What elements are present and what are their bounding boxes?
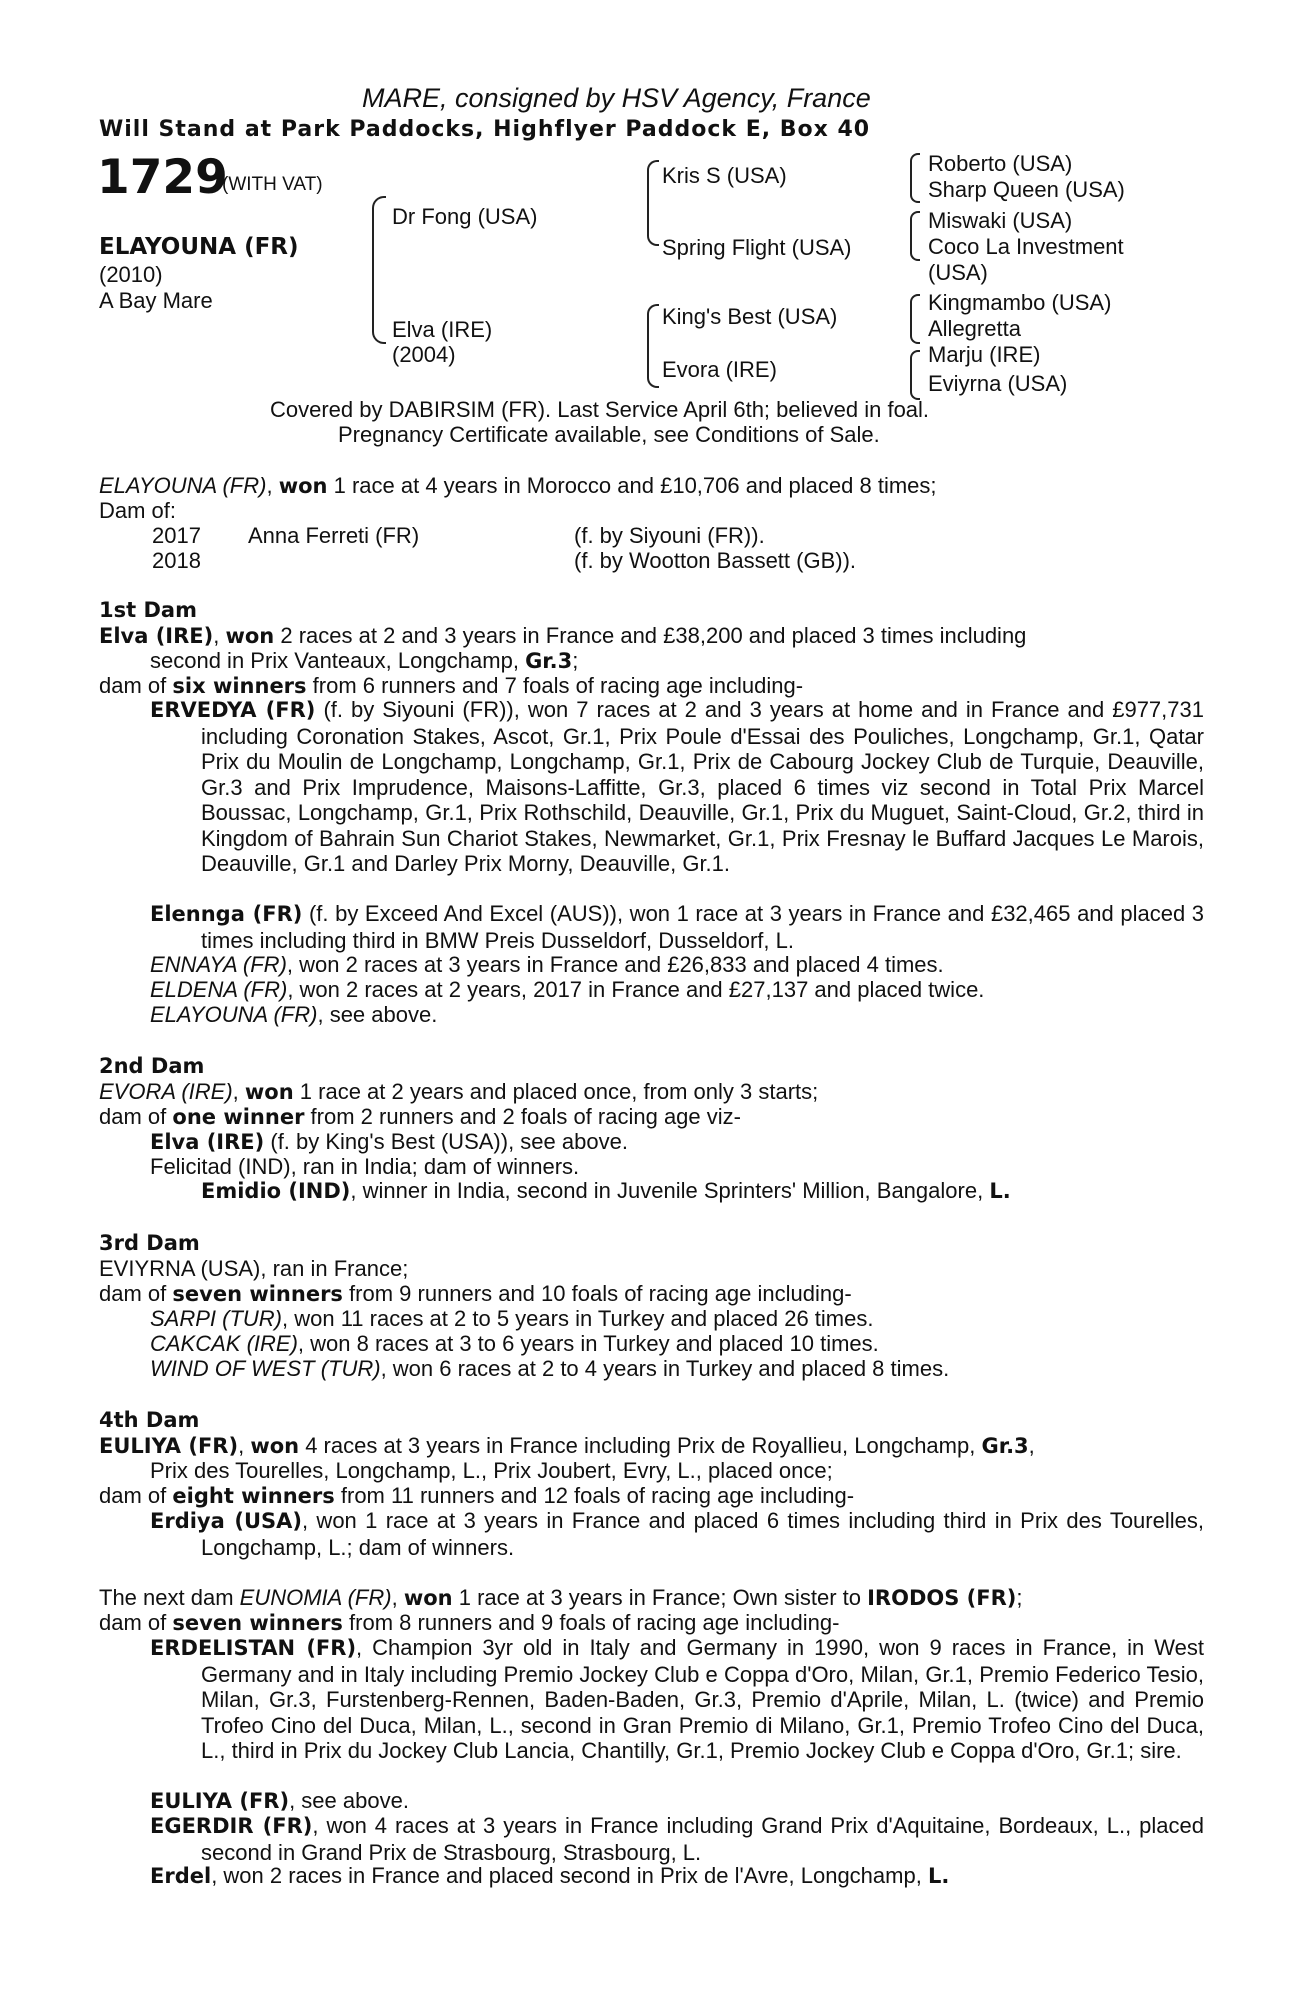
pedigree-dsd: Allegretta: [928, 316, 1021, 341]
dam-of-text: dam of: [99, 1281, 167, 1306]
produce-year: 2017: [152, 523, 201, 548]
pedigree-brace-sire: [647, 160, 659, 246]
pedigree-sdd-country: (USA): [928, 260, 988, 285]
next-dam-name: EUNOMIA (FR): [239, 1585, 392, 1610]
erdelistan-name: ERDELISTAN (FR): [150, 1636, 357, 1660]
emidio-entry: [201, 1178, 1011, 1205]
elennga-name: Elennga (FR): [150, 902, 303, 926]
consignor-line: MARE, consigned by HSV Agency, France: [362, 83, 871, 113]
third-dam-line1: EVIYRNA (USA), ran in France;: [99, 1256, 409, 1281]
elva-entry: [150, 1129, 628, 1156]
won-text: won: [278, 474, 328, 498]
elva-name: Elva (IRE): [150, 1130, 265, 1154]
won-text: won: [225, 624, 275, 648]
second-dam-line1: EVORA (IRE), won 1 race at 2 years and placed once, from only 3 starts;: [99, 1079, 819, 1104]
first-dam-line2: [150, 648, 578, 675]
first-dam-line1: Elva (IRE), won 2 races at 2 and 3 years in France and £38,200 and placed 3 times including: [99, 623, 1027, 648]
elayouna-name: ELAYOUNA (FR): [150, 1002, 318, 1027]
listed-badge: L.: [989, 1179, 1011, 1203]
second-dam-heading: 2nd Dam: [99, 1054, 205, 1078]
runners-text: from 2 runners and 2 foals of racing age viz-: [304, 1104, 741, 1129]
elva-text: (f. by King's Best (USA)), see above.: [264, 1129, 628, 1154]
dam-of-text: dam of: [99, 673, 167, 698]
next-dam-produce-line: [99, 1610, 839, 1637]
dam-of-text: dam of: [99, 1483, 167, 1508]
lot-vat-label: (WITH VAT): [222, 174, 323, 195]
pedigree-sire: Dr Fong (USA): [392, 204, 538, 229]
produce-year: 2018: [152, 548, 201, 573]
wind-of-west-entry: [150, 1356, 949, 1382]
fourth-dam-line1: EULIYA (FR), won 4 races at 3 years in France including Prix de Royallieu, Longchamp, Gr.3,: [99, 1433, 1035, 1458]
second-dam-produce-line: [99, 1104, 741, 1131]
ervedya-text: (f. by Siyouni (FR)), won 7 races at 2 and 3 years at home and in France and £977,731 including Coronation Stakes, Ascot, Gr.1, Prix Poule d'Essai des Pouliches, Longchamp, Gr.1, Qatar Prix du Moulin de Longchamp, Longchamp, Gr.1, Prix de Cabourg Jockey Club de Turquie, Deauville, Gr.3 and Prix Imprudence, Maisons-Laffitte, Gr.3, placed 6 times viz second in Total Prix Marcel Boussac, Longchamp, Gr.1, Prix Rothschild, Deauville, Gr.1, Prix du Muguet, Saint-Cloud, Gr.2, third in Kingdom of Bahrain Sun Chariot Stakes, Newmarket, Gr.1, Prix Fresnay le Buffard Jacques Le Marois, Deauville, Gr.1 and Darley Prix Morny, Deauville, Gr.1.: [201, 697, 1204, 876]
third-dam-produce-line: [99, 1281, 852, 1308]
elennga-text: (f. by Exceed And Excel (AUS)), won 1 race at 3 years in France and £32,465 and placed 3 times including third in BMW Preis Dusseldorf, Dusseldorf, L.: [201, 901, 1205, 953]
dam-of-text: dam of: [99, 1104, 167, 1129]
cakcak-entry: [150, 1331, 879, 1357]
fourth-dam-line2: Prix des Tourelles, Longchamp, L., Prix Joubert, Evry, L., placed once;: [150, 1458, 833, 1483]
erdel-name: Erdel: [150, 1864, 212, 1888]
mare-record-text: 1 race at 4 years in Morocco and £10,706 and placed 8 times;: [327, 473, 937, 498]
ennaya-name: ENNAYA (FR): [150, 952, 287, 977]
euliya-name: EULIYA (FR): [150, 1789, 290, 1813]
fourth-dam-name: EULIYA (FR): [99, 1434, 239, 1458]
horse-description: A Bay Mare: [99, 288, 213, 313]
pedigree-dam-year: (2004): [392, 342, 456, 367]
runners-text: from 6 runners and 7 foals of racing age including-: [306, 673, 804, 698]
pedigree-sss: Roberto (USA): [928, 151, 1073, 176]
pedigree-dss: Kingmambo (USA): [928, 290, 1112, 315]
irodos-name: IRODOS (FR): [867, 1586, 1017, 1610]
pedigree-brace-dd: [910, 350, 920, 400]
ennaya-entry: [150, 952, 944, 978]
pedigree-sire-sire: Kris S (USA): [662, 163, 787, 188]
second-dam-text: 1 race at 2 years and placed once, from only 3 starts;: [293, 1079, 819, 1104]
first-dam-text: 2 races at 2 and 3 years in France and £38,200 and placed 3 times including: [274, 623, 1027, 648]
fourth-dam-produce-line: [99, 1483, 854, 1510]
next-dam-line1: The next dam EUNOMIA (FR), won 1 race at 3 years in France; Own sister to IRODOS (FR);: [99, 1585, 1023, 1610]
pedigree-brace-ss: [910, 153, 920, 203]
elayouna-entry: [150, 1002, 437, 1028]
grade-badge: Gr.3: [525, 649, 573, 673]
winners-count: eight winners: [172, 1484, 335, 1508]
punctuation: ,: [1028, 1433, 1035, 1458]
next-dam-text: 1 race at 3 years in France; Own sister to: [452, 1585, 868, 1610]
punctuation: ;: [1016, 1585, 1023, 1610]
ervedya-entry: [150, 697, 1204, 877]
ennaya-text: , won 2 races at 3 years in France and £26,833 and placed 4 times.: [286, 952, 944, 977]
erdel-entry: [150, 1863, 949, 1890]
elayouna-text: , see above.: [317, 1002, 438, 1027]
grade-badge: Gr.3: [981, 1434, 1029, 1458]
produce-name: Anna Ferreti (FR): [248, 523, 420, 548]
cakcak-text: , won 8 races at 3 to 6 years in Turkey and placed 10 times.: [297, 1331, 879, 1356]
runners-text: from 8 runners and 9 foals of racing age including-: [342, 1610, 840, 1635]
sarpi-text: , won 11 races at 2 to 5 years in Turkey and placed 26 times.: [282, 1306, 874, 1331]
erdiya-entry: [150, 1508, 1204, 1560]
wind-of-west-text: , won 6 races at 2 to 4 years in Turkey and placed 8 times.: [380, 1356, 950, 1381]
pedigree-sire-dam: Spring Flight (USA): [662, 235, 852, 260]
winners-count: seven winners: [172, 1282, 343, 1306]
listed-badge: L.: [927, 1864, 950, 1888]
stand-location-line: Will Stand at Park Paddocks, Highflyer Paddock E, Box 40: [99, 117, 871, 142]
felicitad-entry: Felicitad (IND), ran in India; dam of winners.: [150, 1154, 580, 1179]
eldena-name: ELDENA (FR): [150, 977, 288, 1002]
second-dam-name: EVORA (IRE): [99, 1079, 233, 1104]
sarpi-name: SARPI (TUR): [150, 1306, 282, 1331]
erdelistan-entry: [150, 1635, 1204, 1764]
eldena-text: , won 2 races at 2 years, 2017 in France and £27,137 and placed twice.: [287, 977, 985, 1002]
lot-number: 1729: [97, 150, 228, 205]
produce-sire: (f. by Wootton Bassett (GB)).: [574, 548, 857, 573]
pedigree-ddd: Eviyrna (USA): [928, 371, 1068, 396]
won-text: won: [250, 1434, 300, 1458]
runners-text: from 9 runners and 10 foals of racing age including-: [342, 1281, 852, 1306]
next-dam-prefix: The next dam: [99, 1585, 240, 1610]
egerdir-text: , won 4 races at 3 years in France including Grand Prix d'Aquitaine, Bordeaux, L., placed second in Grand Prix de Strasbourg, Strasbourg, L.: [201, 1813, 1204, 1865]
pedigree-dds: Marju (IRE): [928, 342, 1041, 367]
ervedya-name: ERVEDYA (FR): [150, 698, 316, 722]
pregnancy-line: Pregnancy Certificate available, see Conditions of Sale.: [338, 422, 880, 447]
erdiya-text: , won 1 race at 3 years in France and placed 6 times including third in Prix des Tourelles, Longchamp, L.; dam of winners.: [201, 1508, 1204, 1560]
won-text: won: [403, 1586, 453, 1610]
erdelistan-text: , Champion 3yr old in Italy and Germany in 1990, won 9 races in France, in West Germany and in Italy including Premio Jockey Club e Coppa d'Oro, Milan, Gr.1, Premio Federico Tesio, Milan, Gr.3, Furstenberg-Rennen, Baden-Baden, Gr.3, Premio d'Aprile, Milan, L. (twice) and Premio Trofeo Cino del Duca, Milan, L., second in Gran Premio di Milano, Gr.1, Premio Trofeo Cino del Duca, L., third in Prix du Jockey Club Lancia, Chantilly, Gr.1, Premio Jockey Club e Coppa d'Oro, Gr.1; sire.: [201, 1635, 1205, 1763]
first-dam-produce-line: [99, 673, 803, 700]
pedigree-brace-dam: [647, 304, 659, 388]
sarpi-entry: [150, 1306, 873, 1332]
punctuation: ;: [572, 648, 579, 673]
covered-line: Covered by DABIRSIM (FR). Last Service April 6th; believed in foal.: [270, 397, 930, 422]
cakcak-name: CAKCAK (IRE): [150, 1331, 298, 1356]
horse-name: ELAYOUNA (FR): [99, 234, 299, 260]
pedigree-dam-dam: Evora (IRE): [662, 357, 777, 382]
wind-of-west-name: WIND OF WEST (TUR): [150, 1356, 381, 1381]
third-dam-heading: 3rd Dam: [99, 1231, 200, 1255]
winners-count: seven winners: [172, 1611, 343, 1635]
pedigree-ssd: Sharp Queen (USA): [928, 177, 1125, 202]
egerdir-entry: [150, 1813, 1204, 1865]
elennga-entry: [150, 901, 1204, 953]
produce-sire: (f. by Siyouni (FR)).: [574, 523, 765, 548]
euliya-text: , see above.: [289, 1788, 409, 1813]
pedigree-sds: Miswaki (USA): [928, 208, 1073, 233]
winners-count: one winner: [172, 1105, 305, 1129]
won-text: won: [244, 1080, 294, 1104]
pedigree-brace-sd: [910, 211, 920, 261]
dam-of-label: Dam of:: [99, 498, 177, 523]
egerdir-name: EGERDIR (FR): [150, 1814, 313, 1838]
euliya-entry: [150, 1788, 409, 1815]
first-dam-text-cont: second in Prix Vanteaux, Longchamp,: [150, 648, 519, 673]
first-dam-name: Elva (IRE): [99, 624, 214, 648]
pedigree-brace-ds: [910, 294, 920, 344]
mare-record: ELAYOUNA (FR), won 1 race at 4 years in Morocco and £10,706 and placed 8 times;: [99, 473, 937, 498]
fourth-dam-heading: 4th Dam: [99, 1408, 200, 1432]
pedigree-dam-sire: King's Best (USA): [662, 304, 838, 329]
erdel-text: , won 2 races in France and placed second in Prix de l'Avre, Longchamp,: [211, 1863, 922, 1888]
erdiya-name: Erdiya (USA): [150, 1509, 302, 1533]
emidio-text: , winner in India, second in Juvenile Sprinters' Million, Bangalore,: [350, 1178, 984, 1203]
eldena-entry: [150, 977, 984, 1003]
pedigree-brace-gen1: [372, 196, 386, 344]
runners-text: from 11 runners and 12 foals of racing age including-: [334, 1483, 855, 1508]
horse-year: (2010): [99, 262, 163, 287]
dam-of-text: dam of: [99, 1610, 167, 1635]
first-dam-heading: 1st Dam: [99, 598, 197, 622]
emidio-name: Emidio (IND): [201, 1179, 351, 1203]
fourth-dam-text: 4 races at 3 years in France including Prix de Royallieu, Longchamp,: [299, 1433, 976, 1458]
mare-record-name: ELAYOUNA (FR): [99, 473, 267, 498]
pedigree-sdd: Coco La Investment: [928, 234, 1124, 259]
winners-count: six winners: [172, 674, 307, 698]
pedigree-dam: Elva (IRE): [392, 317, 493, 342]
